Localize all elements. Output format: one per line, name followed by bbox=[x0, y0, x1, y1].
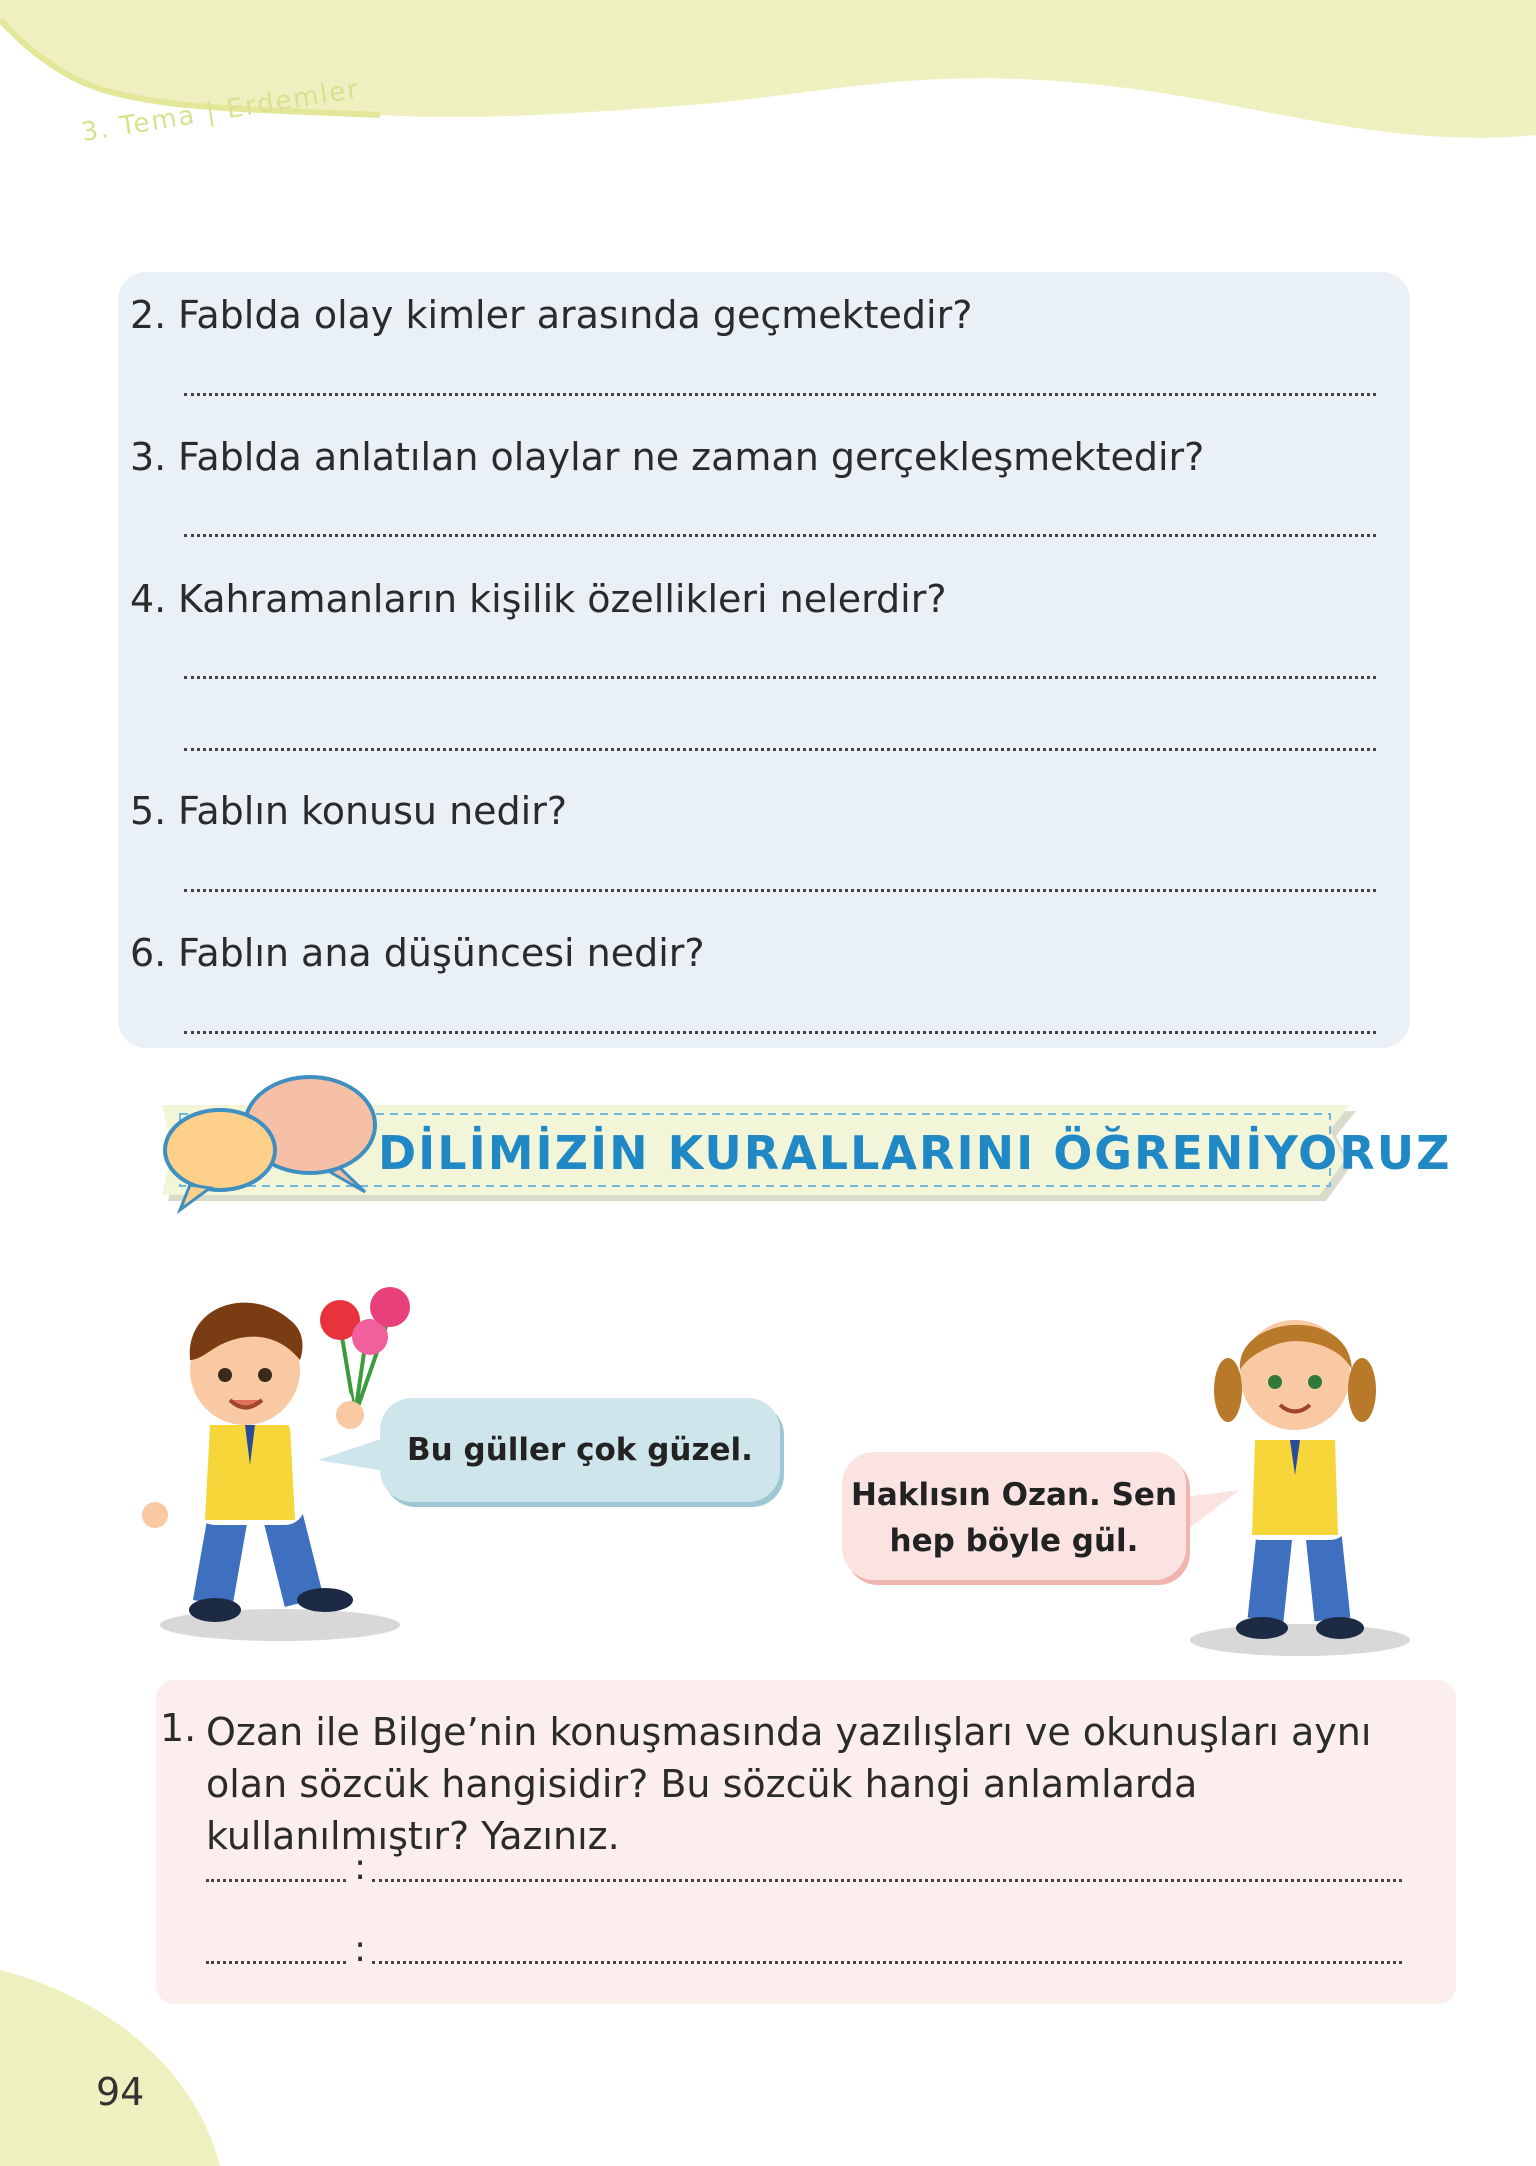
girl-speech-line: Haklısın Ozan. Sen bbox=[850, 1477, 1178, 1513]
page-number: 94 bbox=[96, 2070, 145, 2114]
answer-row bbox=[206, 1847, 1406, 1890]
question-number: 5. bbox=[130, 789, 167, 833]
theme-label: 3. Tema | Erdemler bbox=[79, 74, 363, 148]
question-text: Kahramanların kişilik özellikleri nelerdir? bbox=[178, 577, 947, 621]
meaning-answer-line[interactable] bbox=[372, 1879, 1402, 1882]
girl-speech-text bbox=[842, 1472, 1186, 1564]
answer-line[interactable] bbox=[184, 534, 1376, 537]
exercise-number: 1. bbox=[160, 1706, 197, 1750]
question-text: Fablın ana düşüncesi nedir? bbox=[178, 931, 705, 975]
word-answer-line[interactable] bbox=[206, 1879, 346, 1882]
section-title: DİLİMİZİN KURALLARINI ÖĞRENİYORUZ bbox=[378, 1126, 1452, 1180]
boy-speech-text: Bu güller çok güzel. bbox=[407, 1432, 753, 1468]
answer-line[interactable] bbox=[184, 889, 1376, 892]
answer-line[interactable] bbox=[184, 393, 1376, 396]
question-6 bbox=[130, 930, 705, 976]
question-text: Fablın konusu nedir? bbox=[178, 789, 568, 833]
corner-decoration bbox=[0, 1970, 230, 2166]
answer-line[interactable] bbox=[184, 1031, 1376, 1034]
question-text: Fablda anlatılan olaylar ne zaman gerçekleşmektedir? bbox=[178, 435, 1205, 479]
answer-row bbox=[206, 1929, 1406, 1972]
girl-speech-line: hep böyle gül. bbox=[889, 1523, 1139, 1559]
question-2 bbox=[130, 292, 972, 338]
question-5 bbox=[130, 788, 567, 834]
answer-separator: : bbox=[354, 1847, 367, 1888]
question-3 bbox=[130, 434, 1204, 480]
question-number: 2. bbox=[130, 293, 167, 337]
answer-separator: : bbox=[354, 1929, 367, 1970]
girl-character-illustration bbox=[1180, 1290, 1440, 1660]
question-number: 3. bbox=[130, 435, 167, 479]
question-4 bbox=[130, 576, 947, 622]
answer-line[interactable] bbox=[184, 676, 1376, 679]
answer-line[interactable] bbox=[184, 748, 1376, 751]
word-answer-line[interactable] bbox=[206, 1961, 346, 1964]
meaning-answer-line[interactable] bbox=[372, 1961, 1402, 1964]
exercise-text: Ozan ile Bilge’nin konuşmasında yazılışları ve okunuşları aynı olan sözcük hangisidir? Bu sözcük hangi anlamlarda kullanılmıştır? Yazınız. bbox=[206, 1710, 1372, 1858]
top-wave-decoration bbox=[0, 0, 1536, 160]
question-number: 6. bbox=[130, 931, 167, 975]
question-number: 4. bbox=[130, 577, 167, 621]
question-text: Fablda olay kimler arasında geçmektedir? bbox=[178, 293, 973, 337]
